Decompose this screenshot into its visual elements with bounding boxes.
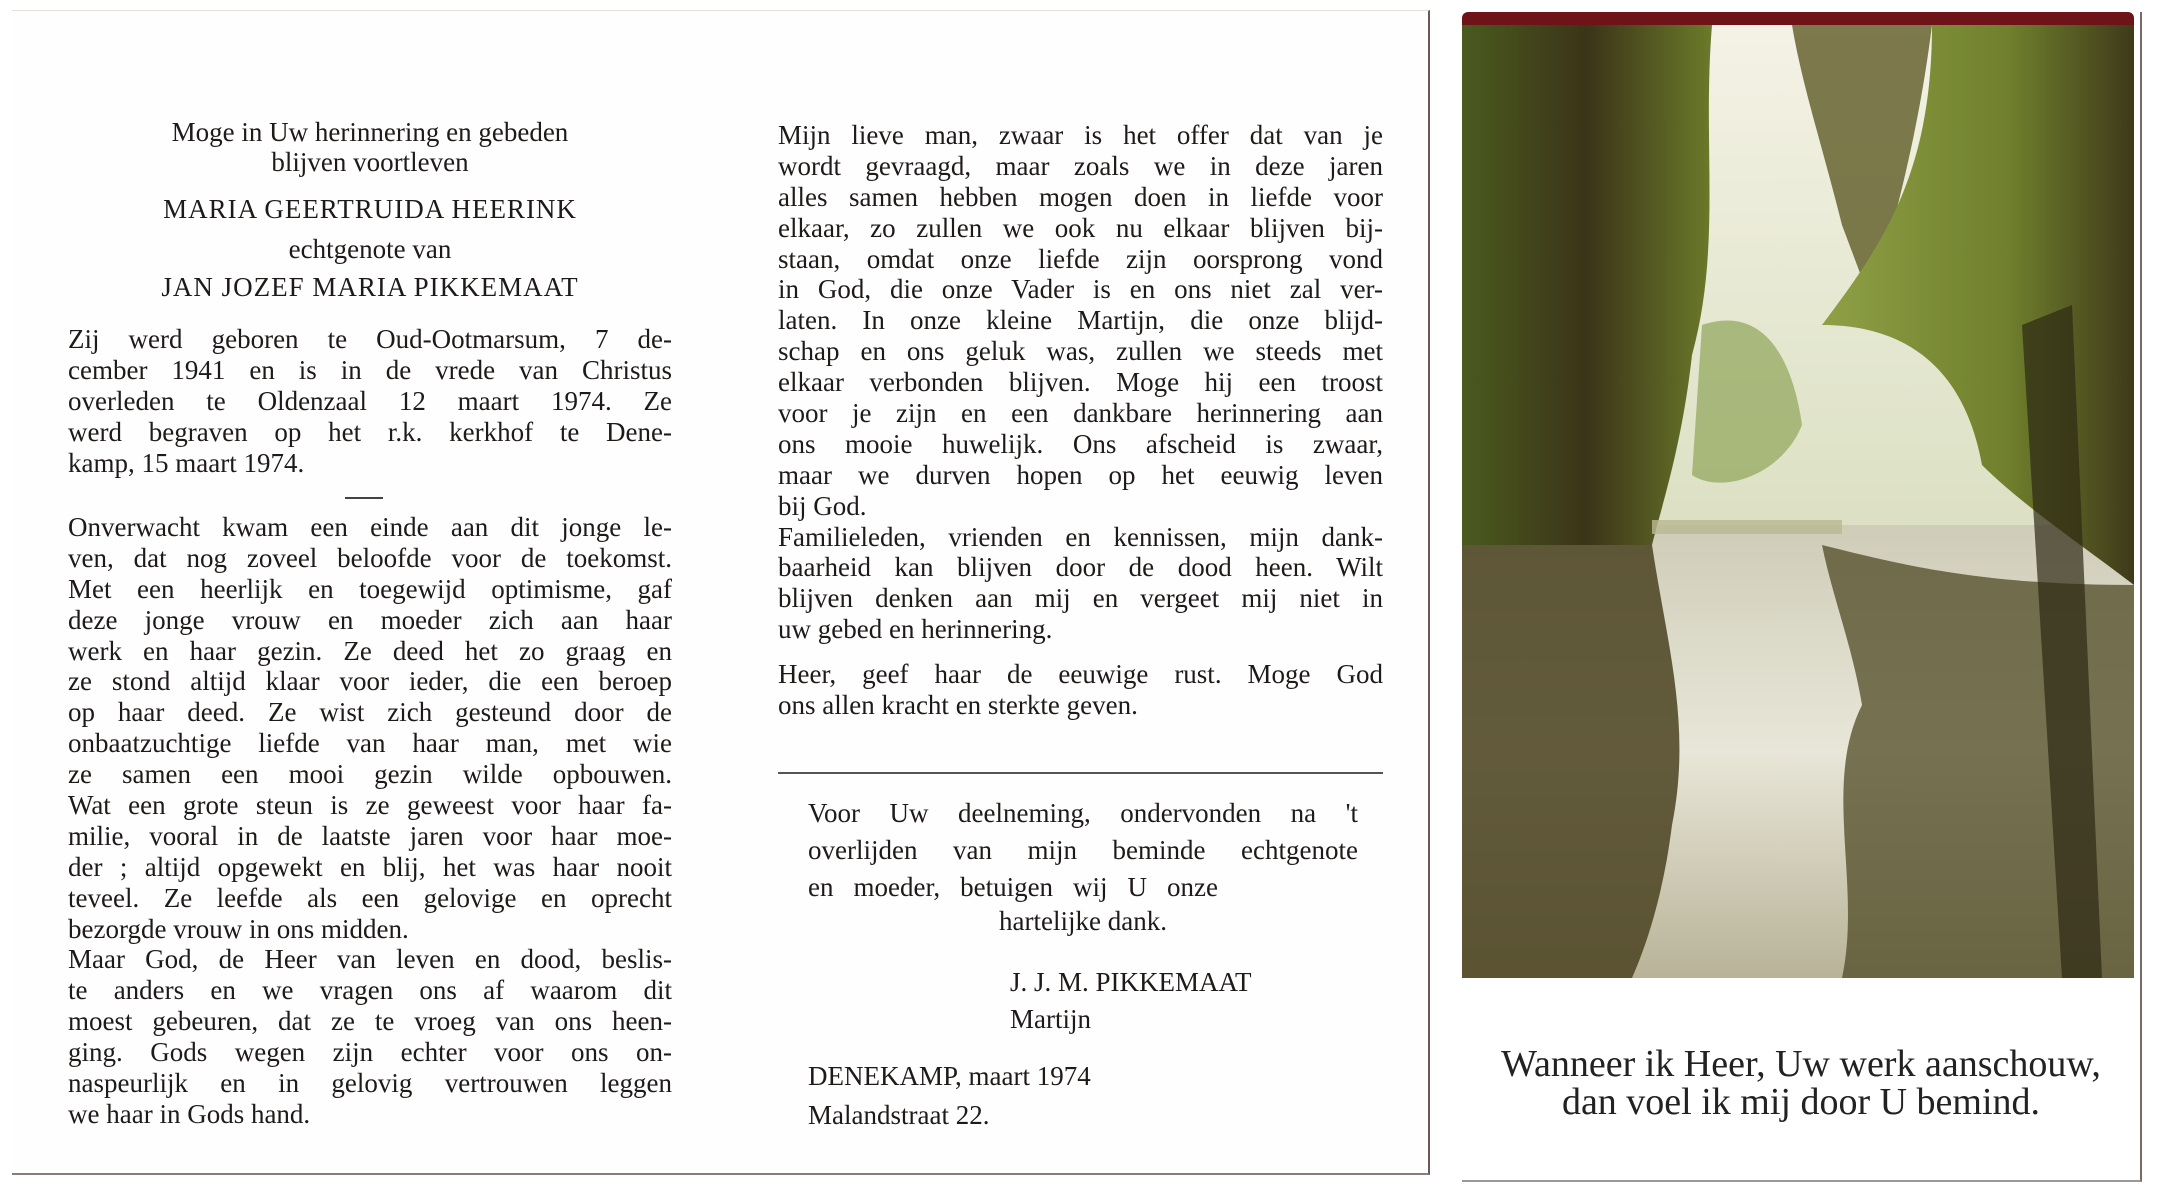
letter-line: alles samen hebben mogen doen in liefde voor [778, 181, 1383, 212]
letter-line: uw gebed en herinnering. [778, 614, 1053, 645]
letter-line: laten. In onze kleine Martijn, die onze blijd- [778, 305, 1383, 336]
tribute-line: Wat een grote steun is ze geweest voor haar fa- [68, 790, 672, 821]
letter-line: maar we durven hopen op het eeuwig leven [778, 459, 1383, 490]
place-date-block [808, 1057, 1091, 1135]
tribute-line: ging. Gods wegen zijn echter voor ons on- [68, 1037, 672, 1068]
letter-line: ons mooie huwelijk. Ons afscheid is zwaar, [778, 428, 1383, 459]
biography-paragraph [68, 324, 672, 478]
intro-line: Moge in Uw herinnering en gebeden [171, 117, 569, 147]
tribute-text [68, 512, 672, 1130]
letter-text [778, 120, 1383, 645]
letter-line: elkaar verbonden blijven. Moge hij een troost [778, 367, 1383, 398]
letter-line: bij God. [778, 490, 867, 521]
thanks-close: hartelijke dank. [999, 906, 1167, 936]
bio-line: overleden te Oldenzaal 12 maart 1974. Ze [68, 385, 672, 416]
signature-block [1010, 964, 1252, 1038]
intro-verse [68, 117, 672, 177]
tribute-line: te anders en we vragen ons af waarom dit [68, 975, 672, 1006]
place-date: DENEKAMP, maart 1974 [808, 1061, 1091, 1091]
caption-line: Wanneer ik Heer, Uw werk aanschouw, [1501, 1043, 2101, 1085]
willow-pond-photo [1462, 25, 2134, 978]
thanks-line: overlijden van mijn beminde echtgenote [808, 835, 1358, 865]
tribute-line: moest gebeuren, dat ze te vroeg van ons heen- [68, 1006, 672, 1037]
deceased-name: MARIA GEERTRUIDA HEERINK [163, 194, 577, 224]
tribute-line: Onverwacht kwam een einde aan dit jonge le- [68, 512, 672, 542]
thanks-line: en moeder, betuigen wij U onze [808, 872, 1218, 902]
divider-line [778, 772, 1383, 774]
letter-line: baarheid kan blijven door de dood heen. Wilt [778, 552, 1383, 583]
tribute-line: we haar in Gods hand. [68, 1098, 311, 1129]
thanks-text [808, 795, 1358, 906]
bio-line: Zij werd geboren te Oud-Ootmarsum, 7 de- [68, 324, 672, 354]
bio-line: kamp, 15 maart 1974. [68, 447, 305, 478]
tribute-line: ze stond altijd klaar voor ieder, die een beroep [68, 666, 672, 697]
caption-line: dan voel ik mij door U bemind. [1561, 1081, 2041, 1123]
tribute-line: bezorgde vrouw in ons midden. [68, 913, 409, 944]
signature-child: Martijn [1010, 1004, 1091, 1034]
tribute-line: teveel. Ze leefde als een gelovige en oprecht [68, 882, 672, 913]
relation-text: echtgenote van [288, 234, 452, 264]
address: Malandstraat 22. [808, 1100, 990, 1130]
bio-line: werd begraven op het r.k. kerkhof te Dene- [68, 416, 672, 447]
letter-line: blijven denken aan mij en vergeet mij niet in [778, 583, 1383, 614]
card-top-band [1462, 12, 2134, 26]
memorial-card-front [1462, 12, 2142, 1182]
thanks-line: Voor Uw deelneming, ondervonden na 't [808, 798, 1358, 828]
tribute-line: milie, vooral in de laatste jaren voor haar moe- [68, 820, 672, 851]
tribute-line: werk en haar gezin. Ze deed het zo graag en [68, 635, 672, 666]
prayer-line: ons allen kracht en sterkte geven. [778, 689, 1138, 720]
letter-line: wordt gevraagd, maar zoals we in deze jaren [778, 150, 1383, 181]
tribute-line: Maar God, de Heer van leven en dood, beslis- [68, 944, 672, 975]
tribute-line: der ; altijd opgewekt en blij, het was haar nooit [68, 851, 672, 882]
letter-line: staan, omdat onze liefde zijn oorsprong vond [778, 243, 1383, 274]
letter-line: schap en ons geluk was, zullen we steeds met [778, 336, 1383, 367]
tribute-line: ze samen een mooi gezin wilde opbouwen. [68, 759, 672, 790]
prayer-text [778, 659, 1383, 721]
spouse-name: JAN JOZEF MARIA PIKKEMAAT [161, 272, 579, 302]
letter-line: voor je zijn en een dankbare herinnering aan [778, 398, 1383, 429]
tribute-line: op haar deed. Ze wist zich gesteund door de [68, 697, 672, 728]
prayer-line: Heer, geef haar de eeuwige rust. Moge God [778, 659, 1383, 689]
tribute-line: naspeurlijk en in gelovig vertrouwen leggen [68, 1068, 672, 1099]
letter-line: in God, die onze Vader is en ons niet zal ver- [778, 274, 1383, 305]
tribute-line: onbaatzuchtige liefde van haar man, met wie [68, 728, 672, 759]
tribute-line: ven, dat nog zoveel beloofde voor de toekomst. [68, 542, 672, 573]
letter-line: elkaar, zo zullen we ook nu elkaar blijven bij- [778, 212, 1383, 243]
signature-name: J. J. M. PIKKEMAAT [1010, 967, 1252, 997]
willow-pond-illustration [1462, 25, 2134, 978]
tribute-line: Met een heerlijk en toegewijd optimisme, gaf [68, 573, 672, 604]
intro-line: blijven voortleven [271, 147, 469, 177]
separator-dash [345, 497, 383, 499]
letter-line: Mijn lieve man, zwaar is het offer dat van je [778, 120, 1383, 150]
bio-line: cember 1941 en is in de vrede van Christus [68, 354, 672, 385]
tribute-line: deze jonge vrouw en moeder zich aan haar [68, 604, 672, 635]
letter-line: Familieleden, vrienden en kennissen, mijn dank- [778, 521, 1383, 552]
